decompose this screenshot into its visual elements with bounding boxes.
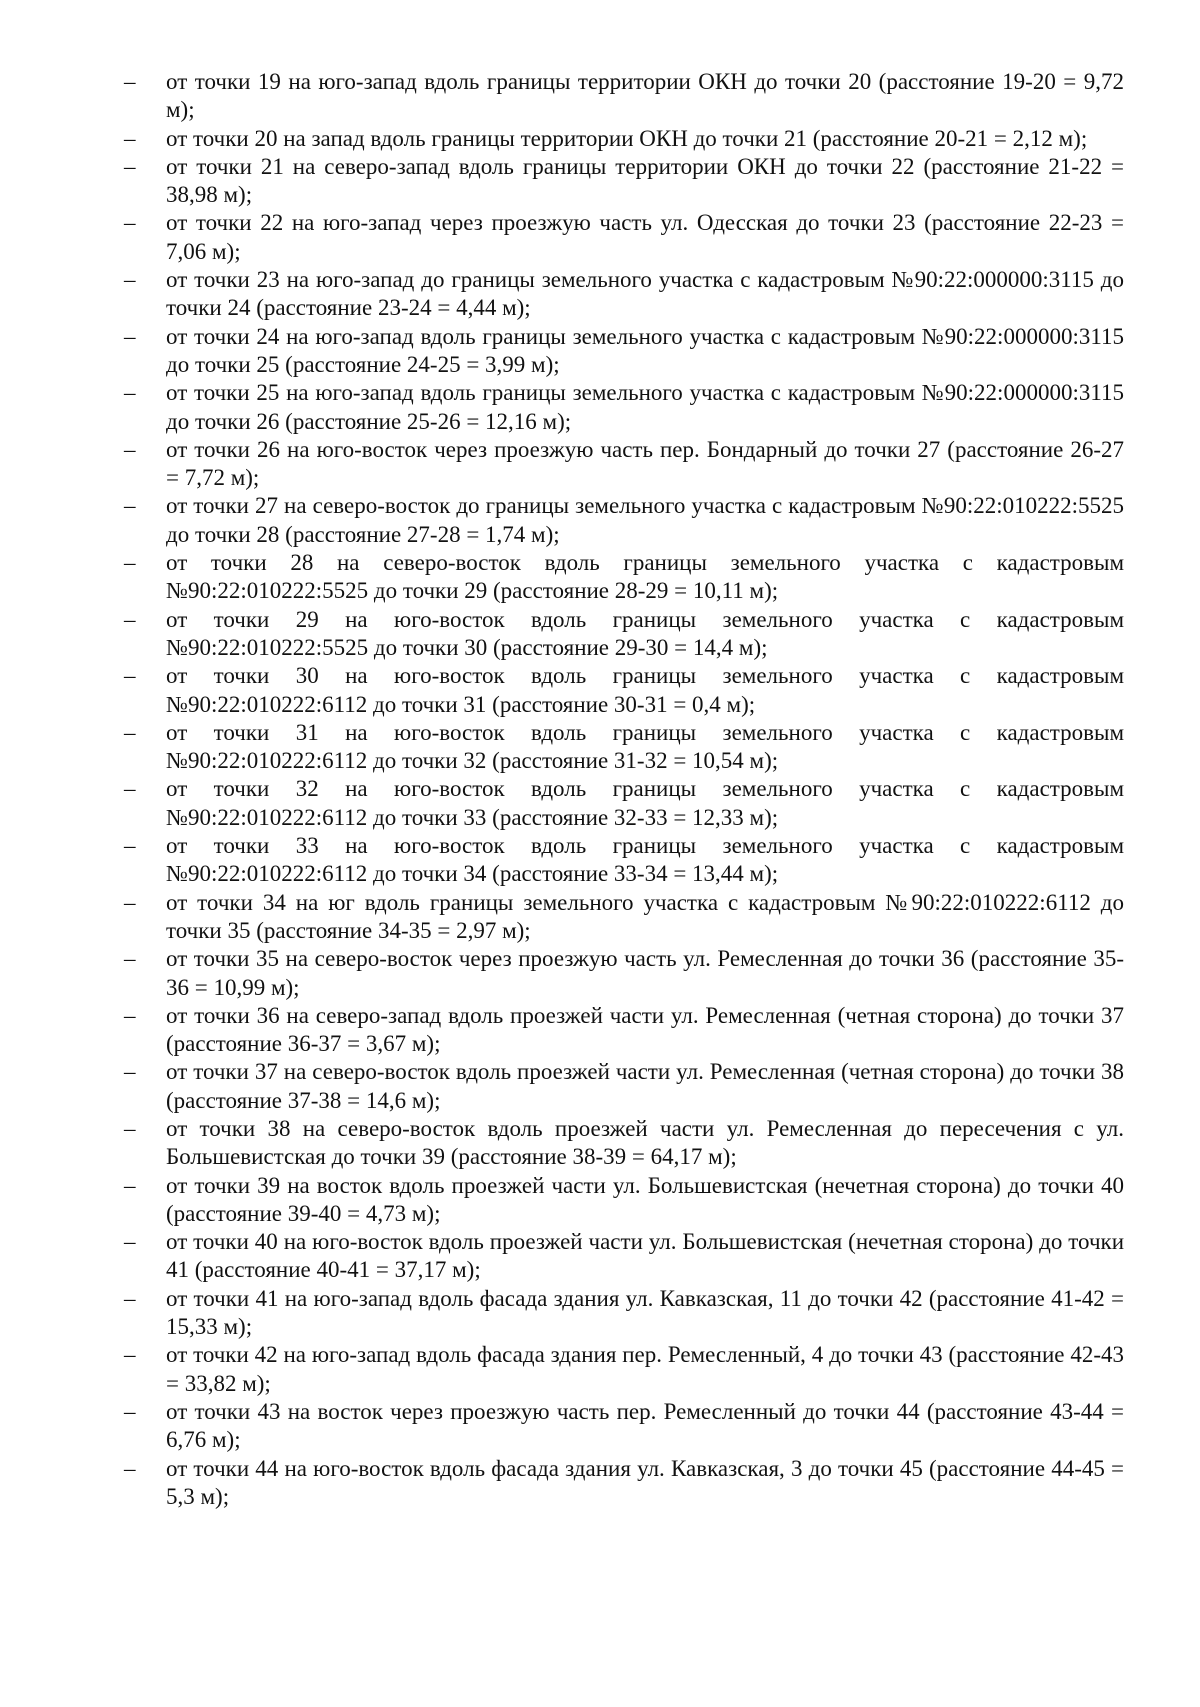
list-item-text: от точки 19 на юго-запад вдоль границы территории ОКН до точки 20 (расстояние 19-20 = 9,72 м);: [166, 69, 1124, 123]
bullet-dash: –: [124, 1002, 136, 1028]
list-item: [124, 492, 1124, 549]
list-item-text: от точки 33 на юго-восток вдоль границы земельного участка с кадастровым №90:22:010222:6112 до точки 34 (расстояние 33-34 = 13,44 м);: [166, 833, 1124, 887]
bullet-dash: –: [124, 946, 136, 972]
bullet-dash: –: [124, 719, 136, 745]
list-item: [124, 209, 1124, 266]
bullet-dash: –: [124, 1059, 136, 1085]
list-item-text: от точки 41 на юго-запад вдоль фасада здания ул. Кавказская, 11 до точки 42 (расстояние 41-42 = 15,33 м);: [166, 1285, 1124, 1340]
list-item: [124, 379, 1124, 436]
list-item-text: от точки 43 на восток через проезжую часть пер. Ремесленный до точки 44 (расстояние 43-44 = 6,76 м);: [166, 1398, 1124, 1453]
list-item-text: от точки 22 на юго-запад через проезжую часть ул. Одесская до точки 23 (расстояние 22-23 = 7,06 м);: [166, 210, 1124, 264]
list-item: [124, 1285, 1124, 1342]
list-item-text: от точки 32 на юго-восток вдоль границы земельного участка с кадастровым №90:22:010222:6112 до точки 33 (расстояние 32-33 = 12,33 м);: [166, 776, 1124, 830]
bullet-dash: –: [124, 776, 136, 802]
bullet-dash: –: [124, 606, 136, 632]
list-item: [124, 1398, 1124, 1455]
list-item: [124, 775, 1124, 832]
list-item: [124, 1002, 1124, 1059]
list-item-text: от точки 24 на юго-запад вдоль границы земельного участка с кадастровым №90:22:000000:3115 до точки 25 (расстояние 24-25 = 3,99 м);: [166, 323, 1124, 377]
list-item: [124, 945, 1124, 1002]
bullet-dash: –: [124, 889, 136, 915]
list-item-text: от точки 23 на юго-запад до границы земельного участка с кадастровым №90:22:000000:3115 до точки 24 (расстояние 23-24 = 4,44 м);: [166, 267, 1124, 321]
list-item-text: от точки 42 на юго-запад вдоль фасада здания пер. Ремесленный, 4 до точки 43 (расстояние 42-43 = 33,82 м);: [166, 1342, 1124, 1396]
bullet-dash: –: [124, 1172, 136, 1198]
list-item: [124, 549, 1124, 606]
bullet-dash: –: [124, 833, 136, 859]
list-item-text: от точки 25 на юго-запад вдоль границы земельного участка с кадастровым №90:22:000000:3115 до точки 26 (расстояние 25-26 = 12,16 м);: [166, 380, 1124, 434]
bullet-dash: –: [124, 1115, 136, 1141]
list-item: [124, 323, 1124, 380]
list-item: [124, 1228, 1124, 1285]
bullet-dash: –: [124, 1285, 136, 1311]
list-item: [124, 1115, 1124, 1172]
list-item: [124, 436, 1124, 493]
list-item-text: от точки 37 на северо-восток вдоль проезжей части ул. Ремесленная (четная сторона) до точки 38 (расстояние 37-38 = 14,6 м);: [166, 1059, 1124, 1113]
bullet-dash: –: [124, 1229, 136, 1255]
list-item-text: от точки 21 на северо-запад вдоль границы территории ОКН до точки 22 (расстояние 21-22 = 38,98 м);: [166, 153, 1124, 208]
list-item-text: от точки 44 на юго-восток вдоль фасада здания ул. Кавказская, 3 до точки 45 (расстояние 44-45 = 5,3 м);: [166, 1455, 1124, 1509]
list-item: [124, 266, 1124, 323]
bullet-dash: –: [124, 267, 136, 293]
list-item: [124, 68, 1124, 125]
bullet-dash: –: [124, 436, 136, 462]
list-item-text: от точки 29 на юго-восток вдоль границы земельного участка с кадастровым №90:22:010222:5525 до точки 30 (расстояние 29-30 = 14,4 м);: [166, 606, 1124, 660]
list-item-text: от точки 28 на северо-восток вдоль границы земельного участка с кадастровым №90:22:010222:5525 до точки 29 (расстояние 28-29 = 10,11 м);: [166, 550, 1124, 604]
list-item-text: от точки 39 на восток вдоль проезжей части ул. Большевистская (нечетная сторона) до точки 40 (расстояние 39-40 = 4,73 м);: [166, 1172, 1124, 1226]
list-item: [124, 889, 1124, 946]
bullet-dash: –: [124, 153, 136, 179]
bullet-dash: –: [124, 663, 136, 689]
bullet-dash: –: [124, 550, 136, 576]
list-item: [124, 1341, 1124, 1398]
bullet-dash: –: [124, 1398, 136, 1424]
list-item-text: от точки 35 на северо-восток через проезжую часть ул. Ремесленная до точки 36 (расстояние 35-36 = 10,99 м);: [166, 946, 1124, 1000]
list-item-text: от точки 30 на юго-восток вдоль границы земельного участка с кадастровым №90:22:010222:6112 до точки 31 (расстояние 30-31 = 0,4 м);: [166, 663, 1124, 717]
bullet-dash: –: [124, 210, 136, 236]
list-item: [124, 662, 1124, 719]
list-item: [124, 1172, 1124, 1229]
list-item-text: от точки 27 на северо-восток до границы земельного участка с кадастровым №90:22:010222:5525 до точки 28 (расстояние 27-28 = 1,74 м);: [166, 493, 1124, 547]
list-item-text: от точки 26 на юго-восток через проезжую часть пер. Бондарный до точки 27 (расстояние 26-27 = 7,72 м);: [166, 436, 1124, 491]
bullet-dash: –: [124, 493, 136, 519]
list-item-text: от точки 34 на юг вдоль границы земельного участка с кадастровым №90:22:010222:6112 до точки 35 (расстояние 34-35 = 2,97 м);: [166, 889, 1124, 943]
bullet-dash: –: [124, 1342, 136, 1368]
list-item: [124, 153, 1124, 210]
bullet-dash: –: [124, 125, 136, 151]
list-item: [124, 1058, 1124, 1115]
list-item-text: от точки 38 на северо-восток вдоль проезжей части ул. Ремесленная до пересечения с ул. Большевистская до точки 39 (расстояние 38-39 = 64,17 м);: [166, 1115, 1124, 1170]
bullet-dash: –: [124, 323, 136, 349]
list-item: [124, 719, 1124, 776]
bullet-dash: –: [124, 69, 136, 94]
list-item-text: от точки 31 на юго-восток вдоль границы земельного участка с кадастровым №90:22:010222:6112 до точки 32 (расстояние 31-32 = 10,54 м);: [166, 719, 1124, 774]
list-item: [124, 1455, 1124, 1512]
boundary-description-list: [124, 68, 1124, 1511]
bullet-dash: –: [124, 1455, 136, 1481]
list-item: [124, 832, 1124, 889]
list-item-text: от точки 36 на северо-запад вдоль проезжей части ул. Ремесленная (четная сторона) до точки 37 (расстояние 36-37 = 3,67 м);: [166, 1002, 1124, 1057]
bullet-dash: –: [124, 380, 136, 406]
list-item-text: от точки 40 на юго-восток вдоль проезжей части ул. Большевистская (нечетная сторона) до точки 41 (расстояние 40-41 = 37,17 м);: [166, 1229, 1124, 1283]
list-item-text: от точки 20 на запад вдоль границы территории ОКН до точки 21 (расстояние 20-21 = 2,12 м);: [166, 125, 1088, 151]
list-item: [124, 125, 1124, 153]
list-item: [124, 606, 1124, 663]
